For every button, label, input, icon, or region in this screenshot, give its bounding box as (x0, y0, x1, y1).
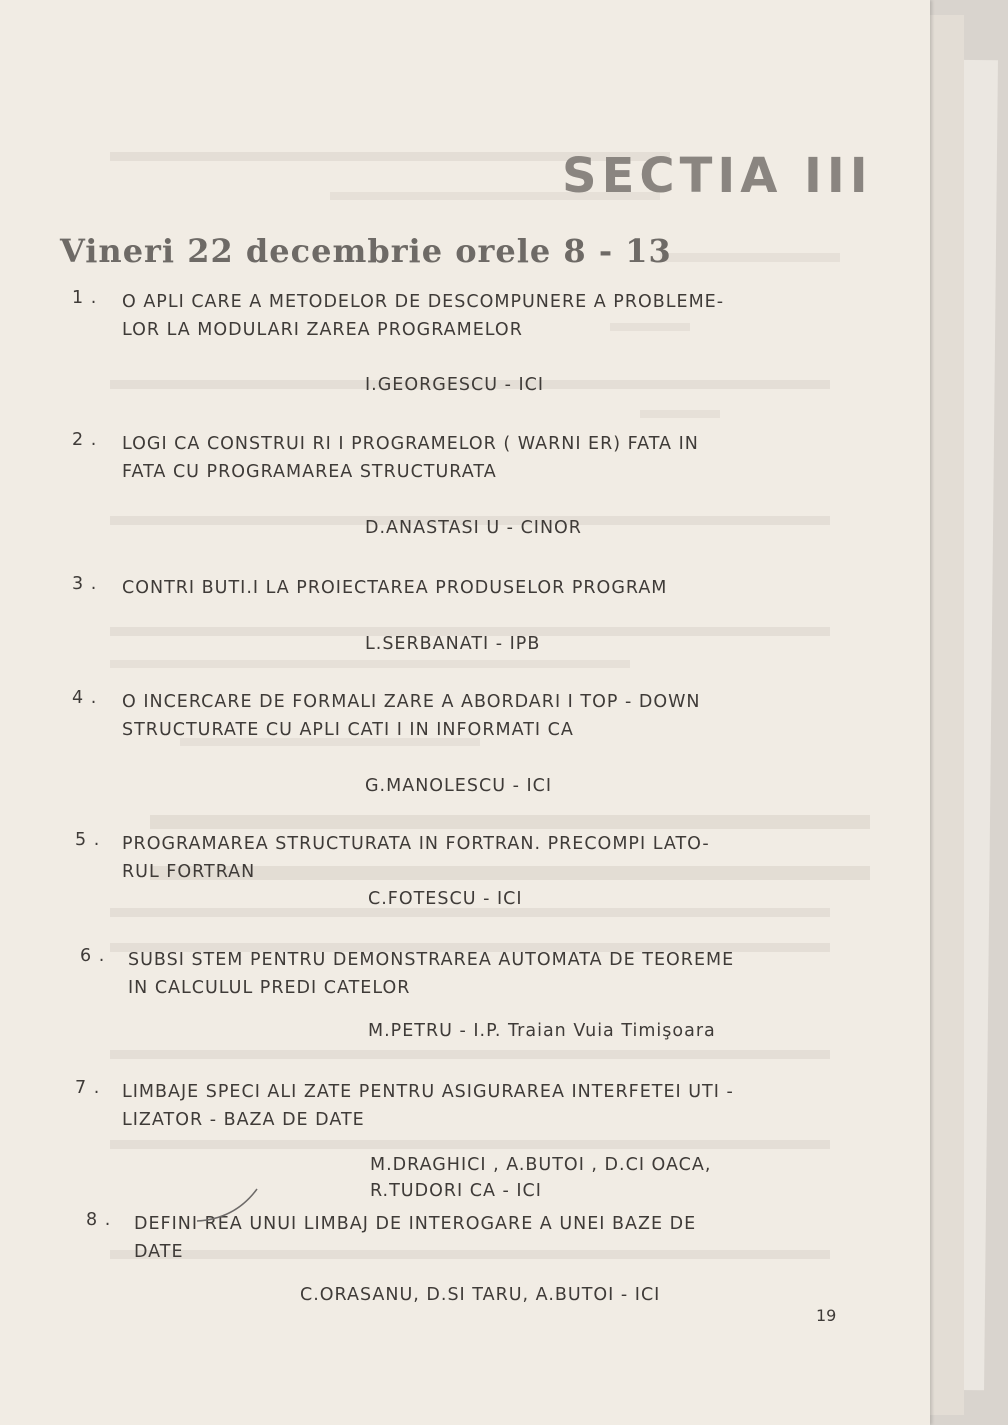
item-title-line: DATE (134, 1242, 184, 1262)
item-number: 8 . (86, 1210, 112, 1230)
item-number: 7 . (75, 1078, 101, 1098)
item-author (365, 631, 540, 657)
item-author-line: G.MANOLESCU - ICI (365, 776, 552, 796)
item-title (122, 830, 842, 886)
item-title-line: LIZATOR - BAZA DE DATE (122, 1110, 365, 1130)
item-author-line: C.ORASANU, D.SI TARU, A.BUTOI - ICI (300, 1285, 661, 1305)
item-title (122, 1078, 842, 1134)
item-number: 3 . (72, 574, 98, 594)
item-title-line: DEFINI REA UNUI LIMBAJ DE INTEROGARE A UNEI BAZE DE (134, 1214, 697, 1234)
item-title-line: PROGRAMAREA STRUCTURATA IN FORTRAN. PRECOMPI LATO- (122, 834, 710, 854)
item-title (122, 288, 842, 344)
item-number: 4 . (72, 688, 98, 708)
item-title (122, 688, 842, 744)
item-title-line: LOR LA MODULARI ZAREA PROGRAMELOR (122, 320, 523, 340)
item-author-line: D.ANASTASI U - CINOR (365, 518, 582, 538)
item-title (122, 430, 842, 486)
item-author (365, 372, 544, 398)
item-author-line: M.DRAGHICI , A.BUTOI , D.CI OACA, (370, 1155, 712, 1175)
item-title-line: FATA CU PROGRAMAREA STRUCTURATA (122, 462, 497, 482)
item-author-line: C.FOTESCU - ICI (368, 889, 523, 909)
section-title: SECTIA III (562, 148, 873, 204)
item-author (300, 1282, 660, 1308)
item-author (368, 1018, 716, 1044)
item-number: 1 . (72, 288, 98, 308)
item-title (122, 574, 842, 602)
item-title-line: STRUCTURATE CU APLI CATI I IN INFORMATI CA (122, 720, 574, 740)
day-heading: Vineri 22 decembrie orele 8 - 13 (60, 232, 672, 270)
item-title-line: O APLI CARE A METODELOR DE DESCOMPUNERE A PROBLEME- (122, 292, 725, 312)
item-number: 6 . (80, 946, 106, 966)
pen-stroke-mark (195, 1185, 265, 1225)
page-number: 19 (816, 1306, 837, 1325)
item-author-line: R.TUDORI CA - ICI (370, 1181, 542, 1201)
item-title (128, 946, 848, 1002)
item-author (370, 1152, 711, 1204)
item-author (365, 773, 552, 799)
item-author-line: I.GEORGESCU - ICI (365, 375, 545, 395)
item-title-line: IN CALCULUL PREDI CATELOR (128, 978, 411, 998)
item-number: 5 . (75, 830, 101, 850)
item-number: 2 . (72, 430, 98, 450)
item-title-line: CONTRI BUTI.I LA PROIECTAREA PRODUSELOR PROGRAM (122, 578, 668, 598)
item-title-line: LIMBAJE SPECI ALI ZATE PENTRU ASIGURAREA INTERFETEI UTI - (122, 1082, 734, 1102)
item-author-line: M.PETRU - I.P. Traian Vuia Timişoara (368, 1021, 716, 1041)
item-title-line: RUL FORTRAN (122, 862, 256, 882)
item-author-line: L.SERBANATI - IPB (365, 634, 541, 654)
item-title-line: LOGI CA CONSTRUI RI I PROGRAMELOR ( WARNI ER) FATA IN (122, 434, 699, 454)
item-title-line: O INCERCARE DE FORMALI ZARE A ABORDARI I TOP - DOWN (122, 692, 701, 712)
item-author (368, 886, 523, 912)
item-title-line: SUBSI STEM PENTRU DEMONSTRAREA AUTOMATA DE TEOREME (128, 950, 735, 970)
item-author (365, 515, 582, 541)
